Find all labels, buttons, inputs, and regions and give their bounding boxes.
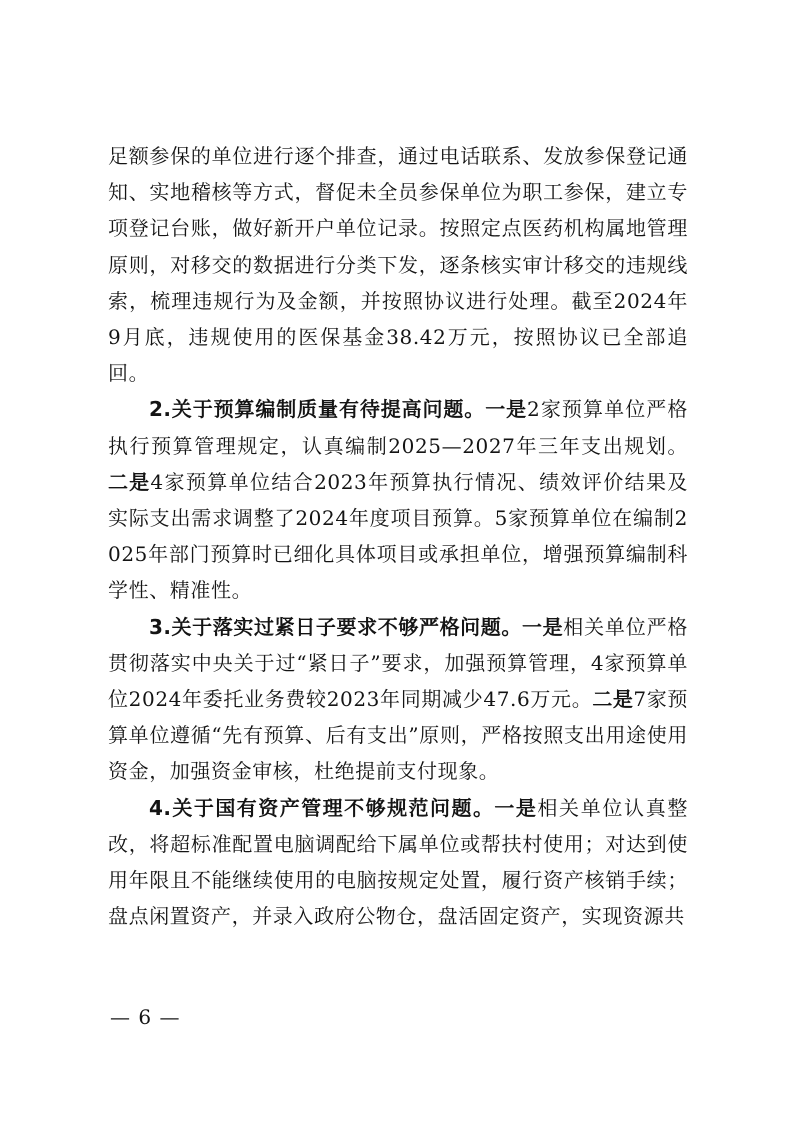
paragraph-text: 2家预算单位严格执行预算管理规定，认真编制2025—2027年三年支出规划。 — [108, 397, 688, 458]
paragraph-text: 4家预算单位结合2023年预算执行情况、绩效评价结果及实际支出需求调整了2024年度项目预算。5家预算单位在编制2025年部门预算时已细化具体项目或承担单位，增强预算编制科学性、精准性。 — [108, 469, 688, 603]
item-label: 二是 — [592, 687, 634, 712]
section-heading: 2.关于预算编制质量有待提高问题。 — [149, 397, 486, 422]
paragraph-budget-quality — [108, 391, 688, 608]
paragraph-text: 相关单位严格贯彻落实中央关于过“紧日子”要求，加强预算管理，4家预算单位2024年委托业务费较2023年同期减少47.6万元。 — [108, 614, 688, 712]
paragraph-text: 足额参保的单位进行逐个排查，通过电话联系、发放参保登记通知、实地稽核等方式，督促未全员参保单位为职工参保，建立专项登记台账，做好新开户单位记录。按照定点医药机构属地管理原则，对移交的数据进行分类下发，逐条核实审计移交的违规线索，梳理违规行为及金额，并按照协议进行处理。截至2024年9月底，违规使用的医保基金38.42万元，按照协议已全部追回。 — [108, 144, 688, 386]
section-heading: 4.关于国有资产管理不够规范问题。 — [149, 795, 495, 820]
paragraph-continuation — [108, 138, 688, 391]
section-heading: 3.关于落实过紧日子要求不够严格问题。 — [149, 614, 523, 639]
body-text — [108, 138, 688, 934]
paragraph-text: 7家预算单位遵循“先有预算、后有支出”原则，严格按照支出用途使用资金，加强资金审核，杜绝提前支付现象。 — [108, 687, 688, 784]
item-label: 一是 — [494, 795, 538, 820]
page-number: — 6 — — [110, 1005, 181, 1029]
item-label: 一是 — [522, 614, 564, 639]
paragraph-text: 相关单位认真整改，将超标准配置电脑调配给下属单位或帮扶村使用；对达到使用年限且不能继续使用的电脑按规定处置，履行资产核销手续；盘点闲置资产，并录入政府公物仓，盘活固定资产，实现资源共 — [108, 795, 688, 929]
item-label: 一是 — [485, 397, 528, 422]
paragraph-tight-budget — [108, 609, 688, 790]
paragraph-state-assets — [108, 790, 688, 935]
item-label: 二是 — [108, 469, 151, 494]
